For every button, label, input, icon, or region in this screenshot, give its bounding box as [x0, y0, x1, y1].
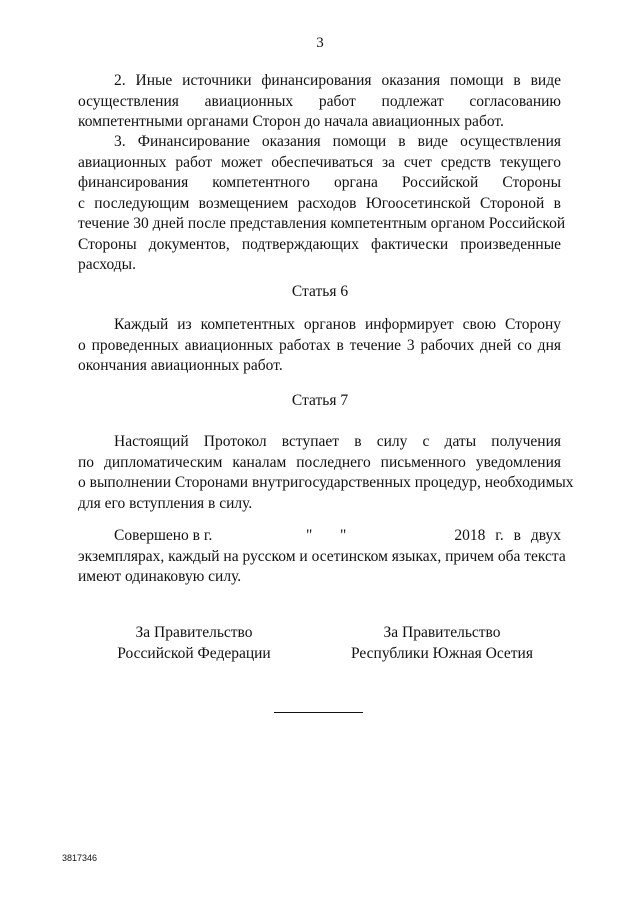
quote-close: " — [340, 527, 347, 544]
document-code: 3817346 — [62, 853, 98, 863]
paragraph-item-3 — [78, 132, 566, 276]
done-in-line — [78, 526, 561, 547]
text-line: расходы. — [78, 256, 136, 273]
text-line: для его вступления в силу. — [78, 494, 253, 512]
text-line: экземплярах, каждый на русском и осетинском языках, причем оба текста — [78, 547, 566, 565]
signature-block-russia — [64, 623, 324, 664]
text-line: компетентными органами Сторон до начала авиационных работ. — [78, 113, 504, 130]
end-divider — [274, 712, 363, 713]
quote-open: " — [306, 527, 313, 544]
article-7-body — [78, 432, 574, 514]
text-line: осуществления авиационных работ подлежат согласованию — [78, 92, 561, 110]
signature-line: За Правительство — [383, 624, 501, 641]
signature-line: Республики Южная Осетия — [351, 644, 533, 662]
year-text: 2018 г. в двух — [454, 527, 561, 544]
text-line: течение 30 дней после представления компетентным органом Российской — [78, 215, 566, 232]
text-line: с последующим возмещением расходов Югоосетинской Стороной в — [78, 194, 561, 212]
text-line: о проведенных авиационных работах в течение 3 рабочих дней со дня — [78, 336, 561, 354]
done-in-text: Совершено в г. — [114, 527, 213, 544]
text-line: о выполнении Сторонами внутригосударственных процедур, необходимых — [78, 474, 574, 491]
article-7-heading: Статья 7 — [291, 392, 349, 409]
paragraph-item-2 — [78, 71, 561, 133]
text-line: имеют одинаковую силу. — [78, 568, 242, 585]
text-line: финансирования компетентного органа Российской Стороны — [78, 174, 561, 191]
article-6-body — [78, 315, 561, 377]
text-line: по дипломатическим каналам последнего письменного уведомления — [78, 453, 561, 471]
text-line: авиационных работ может обеспечиваться за счет средств текущего — [78, 153, 561, 171]
text-line: 3. Финансирование оказания помощи в виде осуществления — [114, 133, 561, 150]
text-line: 2. Иные источники финансирования оказания помощи в виде — [114, 72, 561, 89]
text-line: Стороны документов, подтверждающих фактически произведенные — [78, 235, 561, 253]
page-number: 3 — [316, 35, 324, 51]
signature-line: Российской Федерации — [117, 644, 271, 662]
text-line: Настоящий Протокол вступает в силу с даты получения — [114, 433, 561, 450]
closing-paragraph — [78, 526, 566, 588]
signature-block-south-ossetia — [312, 623, 572, 664]
signature-line: За Правительство — [135, 624, 253, 641]
article-6-heading: Статья 6 — [291, 283, 349, 300]
text-line: Каждый из компетентных органов информирует свою Сторону — [114, 316, 561, 333]
text-line: окончания авиационных работ. — [78, 357, 283, 374]
